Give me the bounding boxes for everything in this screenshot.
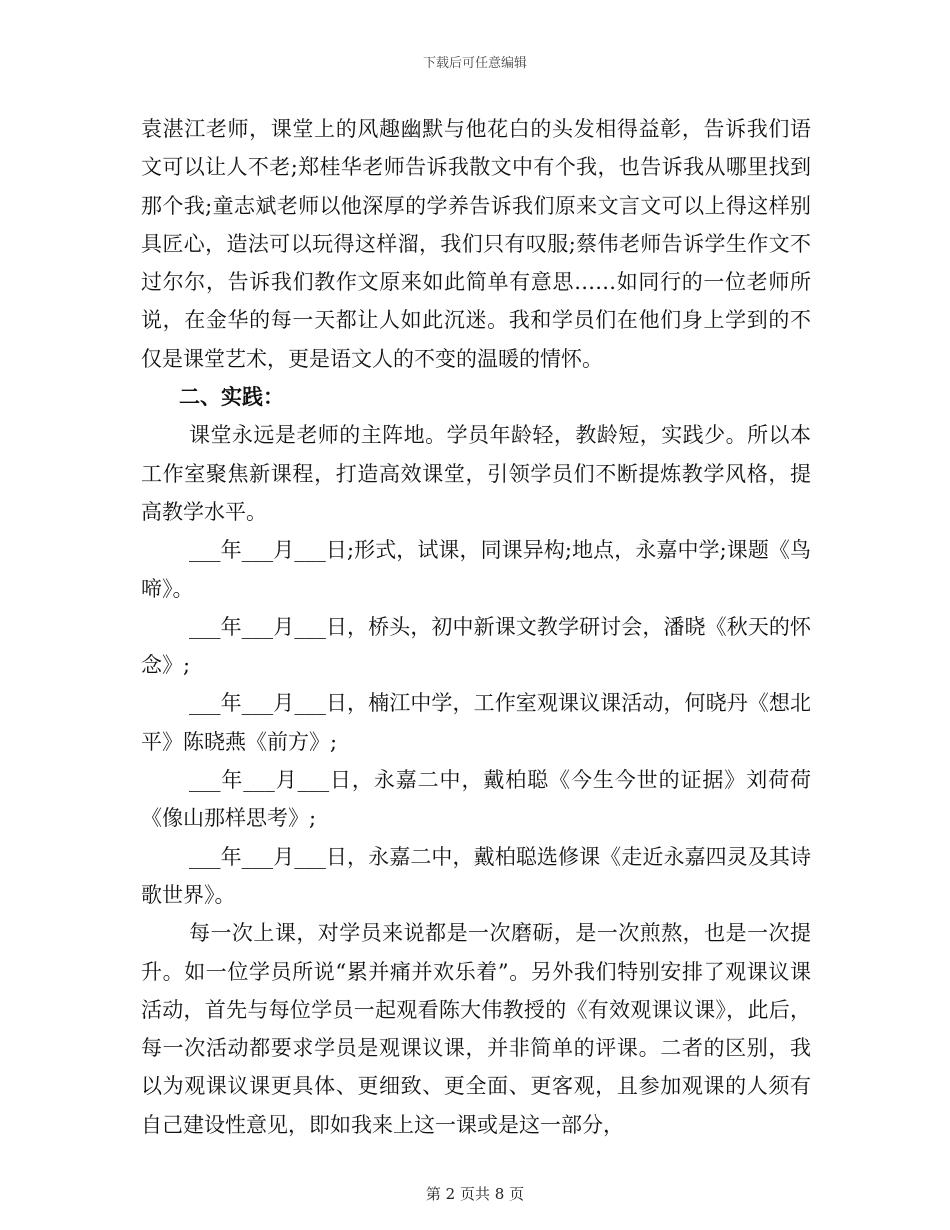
section-heading-practice: 二、实践： [179,384,284,410]
page-header-note: 下载后可任意编辑 [422,56,527,71]
document-body [141,110,811,1144]
paragraph-event-5: ___年___月___日，永嘉二中，戴柏聪选修课《走近永嘉四灵及其诗歌世界》。 [141,844,811,907]
paragraph-classroom: 课堂永远是老师的主阵地。学员年龄轻，教龄短，实践少。所以本工作室聚焦新课程，打造高效课堂，引领学员们不断提炼教学风格，提高教学水平。 [141,423,811,524]
paragraph-observation: 每一次上课，对学员来说都是一次磨砺，是一次煎熬，也是一次提升。如一位学员所说“累并痛并欢乐着”。另外我们特别安排了观课议课活动，首先与每位学员一起观看陈大伟教授的《有效观课议课》，此后，每一次活动都要求学员是观课议课，并非简单的评课。二者的区别，我以为观课议课更具体、更细致、更全面、更客观，且参加观课的人须有自己建设性意见，即如我来上这一课或是这一部分， [141,921,811,1137]
paragraph-teachers: 袁湛江老师，课堂上的风趣幽默与他花白的头发相得益彰，告诉我们语文可以让人不老;郑桂华老师告诉我散文中有个我，也告诉我从哪里找到那个我;童志斌老师以他深厚的学养告诉我们原来文言文可以上得这样别具匠心，造法可以玩得这样溜，我们只有叹服;蔡伟老师告诉学生作文不过尔尔，告诉我们教作文原来如此简单有意思……如同行的一位老师所说，在金华的每一天都让人如此沉迷。我和学员们在他们身上学到的不仅是课堂艺术，更是语文人的不变的温暖的情怀。 [141,117,811,371]
paragraph-event-4: ___年___月___日，永嘉二中，戴柏聪《今生今世的证据》刘荷荷《像山那样思考》; [141,768,811,831]
paragraph-event-3: ___年___月___日，楠江中学，工作室观课议课活动，何晓丹《想北平》陈晓燕《前方》; [141,691,811,754]
paragraph-event-2: ___年___月___日，桥头，初中新课文教学研讨会，潘晓《秋天的怀念》; [141,614,811,678]
page-number: 第 2 页共 8 页 [425,1185,525,1203]
paragraph-event-1: ___年___月___日;形式，试课，同课异构;地点，永嘉中学;课题《鸟啼》。 [141,538,811,601]
